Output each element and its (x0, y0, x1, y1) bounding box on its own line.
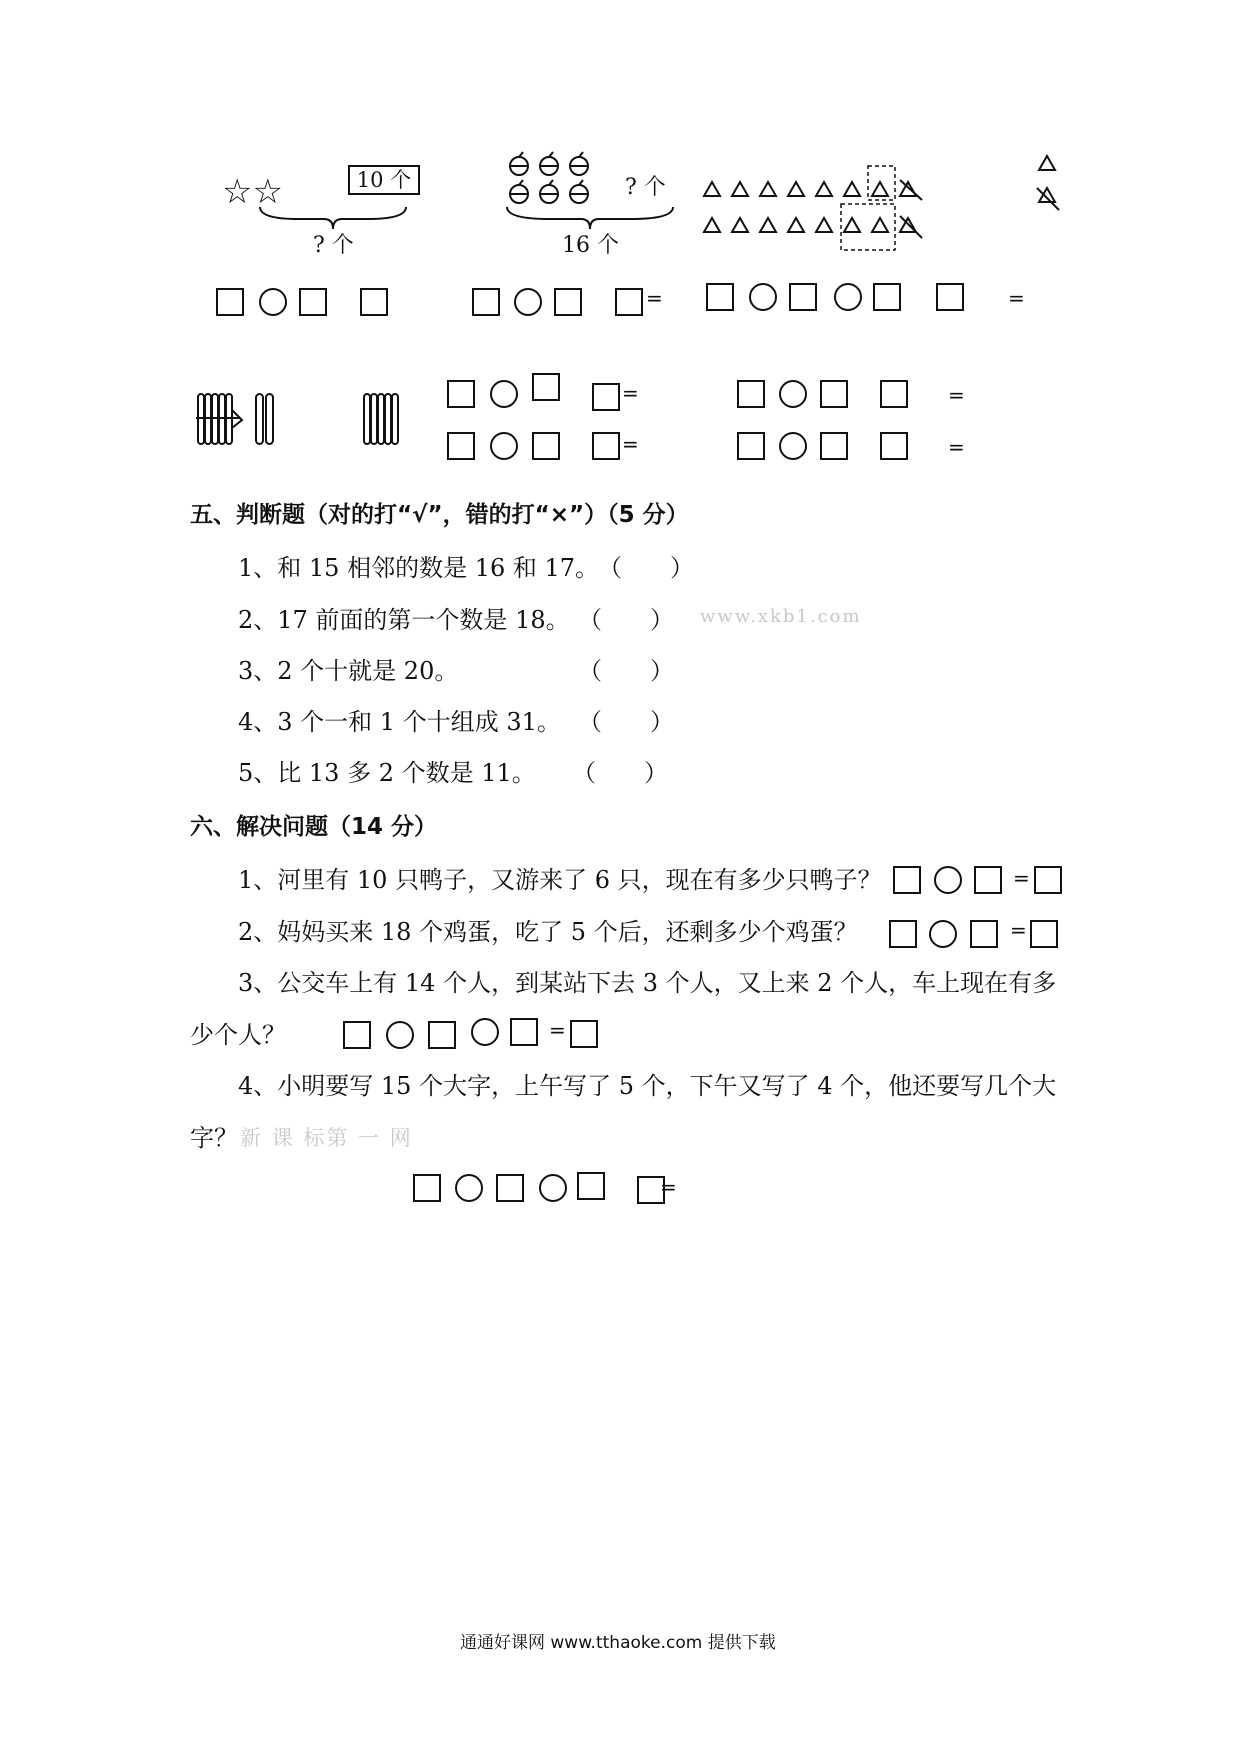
answer-box[interactable] (873, 283, 901, 311)
equals-sign: = (646, 286, 663, 310)
answer-box[interactable] (789, 283, 817, 311)
section5-heading: 五、判断题（对的打“√”，错的打“×”）（5 分） (190, 502, 689, 528)
answer-box[interactable] (737, 432, 765, 460)
problem-4-line1: 4、小明要写 15 个大字，上午写了 5 个，下午又写了 4 个，他还要写几个大 (238, 1072, 1057, 1100)
judge-item: 2、17 前面的第一个数是 18。 (238, 606, 570, 634)
answer-box[interactable] (820, 380, 848, 408)
stick-bundle-icon (362, 390, 412, 450)
problem-3-line2: 少个人？ (190, 1021, 286, 1049)
judge-item: 1、和 15 相邻的数是 16 和 17。 (238, 554, 600, 582)
operator-circle[interactable] (386, 1021, 414, 1049)
answer-box[interactable] (472, 288, 500, 316)
answer-box[interactable] (974, 866, 1002, 894)
answer-box[interactable] (1034, 866, 1062, 894)
answer-box[interactable] (570, 1020, 598, 1048)
problem-2: 2、妈妈买来 18 个鸡蛋，吃了 5 个后，还剩多少个鸡蛋？ (238, 918, 858, 946)
operator-circle[interactable] (455, 1174, 483, 1202)
operator-circle[interactable] (471, 1018, 499, 1046)
answer-box[interactable] (936, 283, 964, 311)
judge-answer-blank[interactable]: （ ） (578, 708, 674, 736)
problem-4-line2: 字？ (190, 1124, 238, 1152)
watermark: www.xkb1.com (700, 606, 862, 627)
answer-box[interactable] (510, 1018, 538, 1046)
answer-box[interactable] (880, 380, 908, 408)
equals-sign: = (549, 1018, 566, 1042)
answer-box[interactable] (615, 288, 643, 316)
watermark: 新 课 标第 一 网 (240, 1126, 413, 1150)
answer-box[interactable] (532, 432, 560, 460)
answer-box[interactable] (496, 1174, 524, 1202)
equals-sign: = (948, 383, 965, 407)
judge-answer-blank[interactable]: （ ） (578, 606, 674, 634)
equals-sign: = (660, 1175, 677, 1199)
stick-bundle-icon (196, 390, 286, 450)
page-footer: 通通好课网 www.tthaoke.com 提供下载 (460, 1633, 776, 1653)
equals-sign: = (1010, 918, 1027, 942)
answer-box[interactable] (447, 432, 475, 460)
stars-total-box: 10 个 (348, 165, 420, 195)
judge-answer-blank[interactable]: （ ） (578, 657, 674, 685)
section6-heading: 六、解决问题（14 分） (190, 814, 438, 840)
answer-box[interactable] (737, 380, 765, 408)
problem-3-line1: 3、公交车上有 14 个人，到某站下去 3 个人，又上来 2 个人，车上现在有多 (238, 969, 1057, 997)
answer-box[interactable] (216, 288, 244, 316)
operator-circle[interactable] (779, 380, 807, 408)
answer-box[interactable] (299, 288, 327, 316)
equals-sign: = (1013, 866, 1030, 890)
operator-circle[interactable] (749, 283, 777, 311)
operator-circle[interactable] (514, 288, 542, 316)
equals-sign: = (948, 435, 965, 459)
operator-circle[interactable] (929, 920, 957, 948)
answer-box[interactable] (893, 866, 921, 894)
operator-circle[interactable] (490, 432, 518, 460)
equals-sign: = (622, 432, 639, 456)
star-icon: ☆☆ (222, 172, 283, 212)
judge-item: 5、比 13 多 2 个数是 11。 (238, 759, 536, 787)
answer-box[interactable] (413, 1174, 441, 1202)
answer-box[interactable] (970, 920, 998, 948)
operator-circle[interactable] (834, 283, 862, 311)
answer-box[interactable] (706, 283, 734, 311)
operator-circle[interactable] (490, 380, 518, 408)
answer-box[interactable] (880, 432, 908, 460)
judge-item: 4、3 个一和 1 个十组成 31。 (238, 708, 561, 736)
operator-circle[interactable] (539, 1174, 567, 1202)
operator-circle[interactable] (259, 288, 287, 316)
triangle-rows-icon (700, 160, 940, 260)
answer-box[interactable] (343, 1021, 371, 1049)
stars-question: ? 个 (313, 233, 354, 258)
answer-box[interactable] (889, 920, 917, 948)
answer-box[interactable] (360, 288, 388, 316)
operator-circle[interactable] (934, 866, 962, 894)
operator-circle[interactable] (779, 432, 807, 460)
judge-item: 3、2 个十就是 20。 (238, 657, 459, 685)
answer-box[interactable] (447, 380, 475, 408)
equals-sign: = (622, 381, 639, 405)
judge-answer-blank[interactable]: （ ） (572, 759, 668, 787)
apples-total: 16 个 (562, 233, 619, 258)
equals-sign: = (1008, 286, 1025, 310)
answer-box[interactable] (592, 383, 620, 411)
answer-box[interactable] (577, 1172, 605, 1200)
apples-question: ? 个 (625, 175, 666, 200)
problem-1: 1、河里有 10 只鸭子，又游来了 6 只，现在有多少只鸭子？ (238, 866, 882, 894)
answer-box[interactable] (1030, 920, 1058, 948)
answer-box[interactable] (820, 432, 848, 460)
triangle-legend-icon (1035, 150, 1065, 230)
judge-answer-blank[interactable]: （ ） (598, 554, 694, 582)
answer-box[interactable] (532, 373, 560, 401)
answer-box[interactable] (428, 1021, 456, 1049)
apple-icon (505, 150, 595, 210)
answer-box[interactable] (554, 288, 582, 316)
answer-box[interactable] (592, 432, 620, 460)
